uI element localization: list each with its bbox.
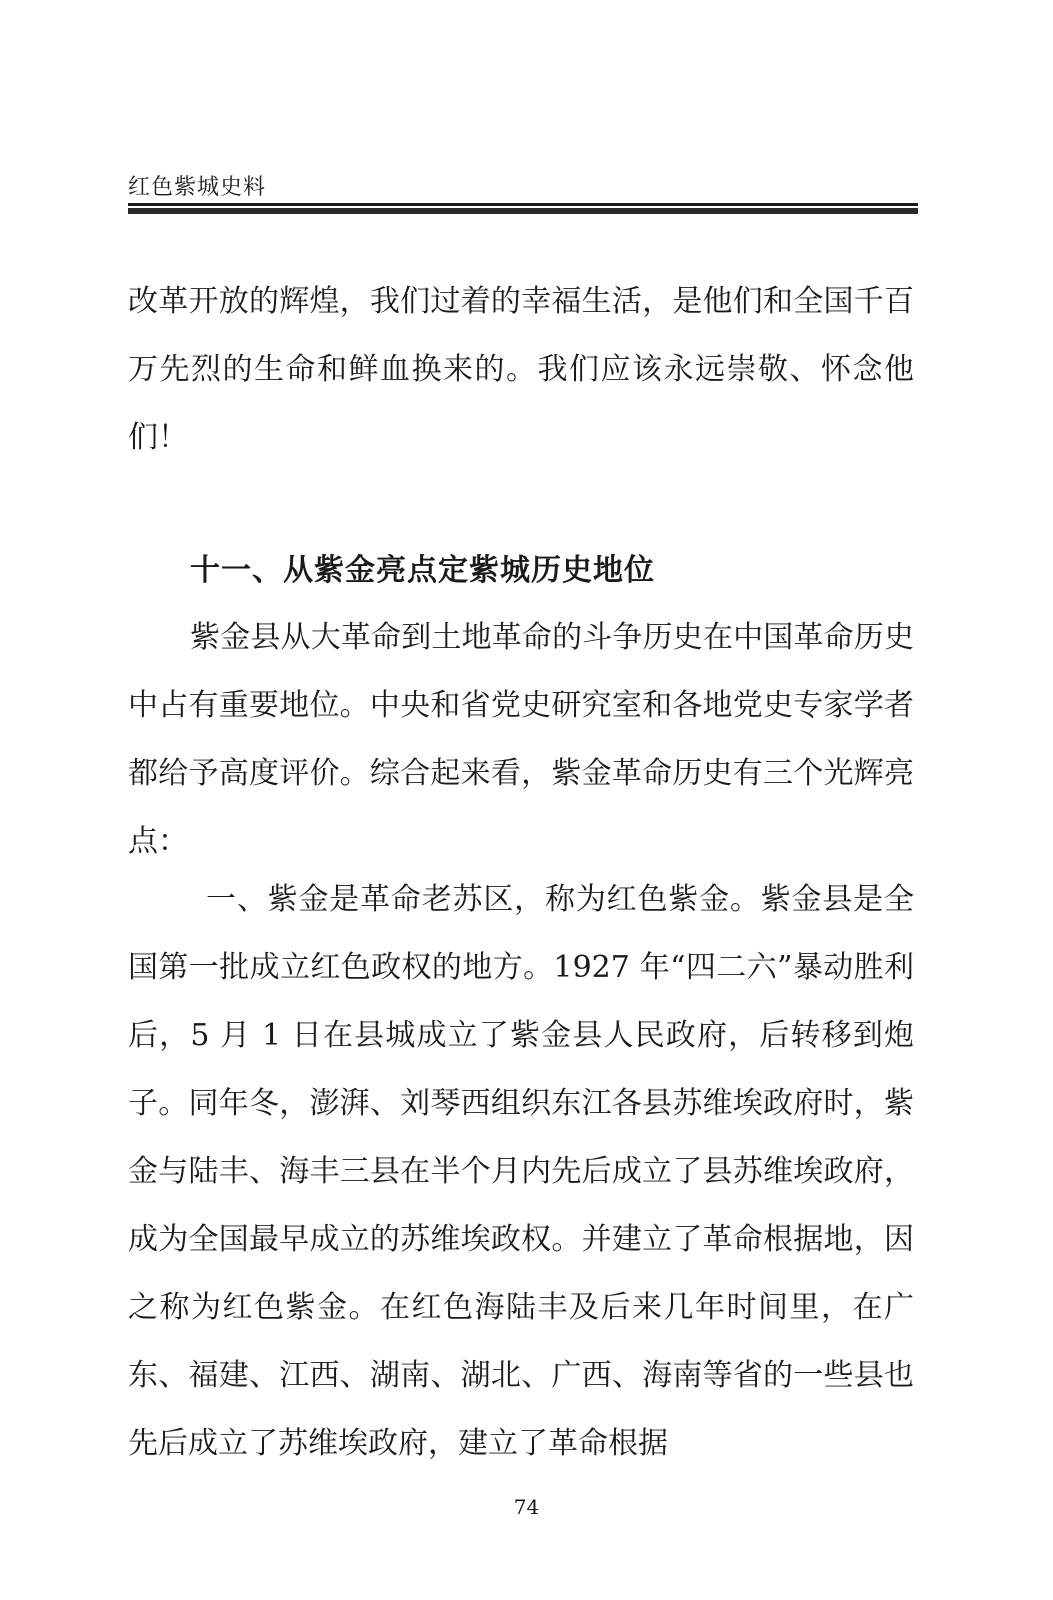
intro-paragraph: 紫金县从大革命到土地革命的斗争历史在中国革命历史中占有重要地位。中央和省党史研究室和各地党史专家学者都给予高度评价。综合起来看，紫金革命历史有三个光辉亮点：: [128, 620, 914, 859]
point-one-paragraph: 一、紫金是革命老苏区，称为红色紫金。紫金县是全国第一批成立红色政权的地方。1927 年“四二六”暴动胜利后，5 月 1 日在县城成立了紫金县人民政府，后转移到炮子。同年冬，澎湃、刘琴西组织东江各县苏维埃政府时，紫金与陆丰、海丰三县在半个月内先后成立了县苏维埃政府，成为全国最早成立的苏维埃政权。并建立了革命根据地，因之称为红色紫金。在红色海陆丰及后来几年时间里，在广东、福建、江西、湖南、湖北、广西、海南等省的一些县也先后成立了苏维埃政府，建立了革命根据: [128, 882, 914, 1461]
header-rule: [128, 203, 918, 206]
running-header: 红色紫城史料: [128, 175, 267, 200]
page-number: 74: [513, 1495, 540, 1519]
continuation-paragraph: 改革开放的辉煌，我们过着的幸福生活，是他们和全国千百万先烈的生命和鲜血换来的。我们应该永远崇敬、怀念他们！: [128, 284, 914, 455]
header-rule-thick: [128, 208, 918, 214]
section-heading: 十一、从紫金亮点定紫城历史地位: [190, 553, 655, 588]
